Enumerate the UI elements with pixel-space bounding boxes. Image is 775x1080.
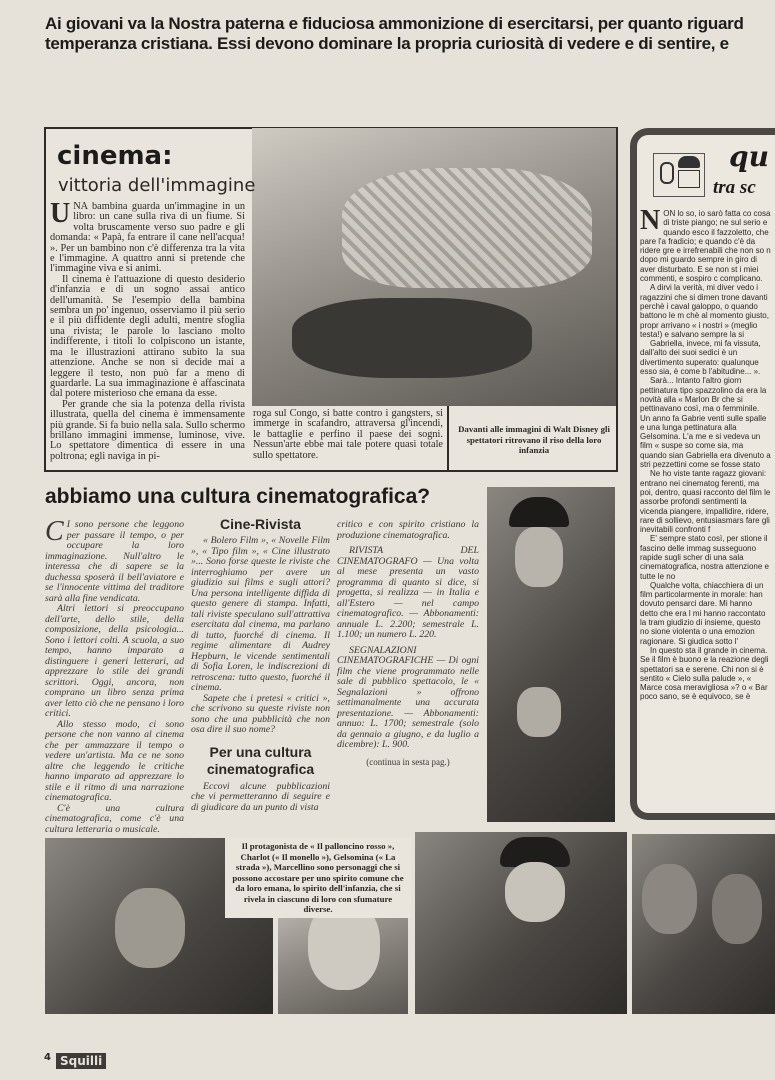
paragraph: Il cinema è l'attuazione di questo desiderio d'infanzia e di un sogno assai antico dell'umanità. Se l'esempio della bambina sembra un po' ingenuo, osserviamo il più serio e il più diffidente degli adulti, mentre sfoglia una rivista; le parole lo lasciano molto indifferente, i titoli lo colpiscono un istante, ma le illustrazioni attirano subito la sua attenzione. Anche se non si decide mai a leggere il testo, non può far a meno di guardarle. La sua immaginazione è affascinata dal potere misterioso che emana da esse.	[50, 273, 245, 400]
cinema-article-column-2: roga sul Congo, si batte contro i gangsters, si immerge in scafandro, attraversa gl'incendi, le battaglie e perfino il paese dei sogni. Nessun'arte ebbe mai tale potere quasi totale sullo spettatore.	[253, 408, 443, 461]
sidebar-title-part-2: tra sc	[713, 177, 756, 198]
paragraph: NA bambina guarda un'immagine in un libro: un cane sulla riva di un fiume. Si volta bruscamente verso suo padre e gli domanda: « Papà, fa entrare il cane nell'acqua! ». Per un bambino non c'è differenza tra la vita e l'immagine. A quattro anni si pretende che l'immagine viva e si animi.	[50, 201, 245, 275]
cinema-article-column-1	[50, 198, 245, 462]
subheading-cine-rivista: Cine-Rivista	[220, 516, 301, 532]
drop-cap: U	[50, 198, 71, 229]
paragraph: critico e con spirito cristiano la produzione cinematografica.	[337, 519, 479, 541]
paragraph: Allo stesso modo, ci sono persone che non vanno al cinema che per ammazzare il tempo o vedere un'artista. Ma ce ne sono altre che leggendo le critiche hanno imparato ad apprezzare lo stile e il ritmo di una narrazione cinematografica.	[45, 718, 184, 803]
paragraph: E' sempre stato così, per stione il fascino delle immag susseguono rapide sugli scher di una sala cinematografica, nostra attenzione e tutte le no	[640, 534, 769, 581]
paragraph: Sapete che i pretesi « critici », che scrivono su queste riviste non sono che una pubblicità che non osa dire il suo nome?	[191, 692, 330, 735]
cinema-subtitle: vittoria dell'immagine	[58, 175, 256, 196]
paragraph: Ne ho viste tante ragazz giovani: entrano nei cinematog ferenti, ma poi, dentro, quasi racconto del film le assorbe profondi sentimenti la vicenda piangere, impallidire, ridere, rare di sollievo, entusiasmars fare gli inevitabili confronti f	[640, 469, 771, 535]
paragraph: Eccovi alcune pubblicazioni che vi permetteranno di seguire e di giudicare da un punto di vista	[191, 780, 330, 813]
headline-line-1: Ai giovani va la Nostra paterna e fiduciosa ammonizione di esercitarsi, per quanto riguard	[45, 14, 744, 33]
paragraph: Qualche volta, chiacchiera di un film particolarmente in morale: han dovuto pensarci dare. Mi hanno detto che era l mi hanno raccontato la tram giudizio di insieme, questo no sione violenta o una emozion ragionare. Si giudica sotto l'	[640, 580, 766, 646]
gelsomina-photo	[415, 832, 627, 1014]
disney-basket-photo	[252, 128, 616, 406]
paragraph: Sarà... Intanto l'altro giorn pettinatura tipo spazzolino da era la novità alla « Marlon Br che si pettinavano così, ma o femminile. Un anno fa Gabrie venti sulle spalle e una lunga pettinatura alla Gelsomina. L'a me e si vedeva un film « suspe so come sia, ma quando sian Gabriella era divenuto a stri pezzettini come se fosse stato	[640, 376, 771, 470]
cinema-audience-drawing	[653, 153, 705, 197]
paragraph: C'è una cultura cinematografica, come c'è una cultura letteraria o musicale.	[45, 802, 184, 835]
photo-strip-caption: Il protagonista de « Il palloncino rosso », Charlot (« Il monello »), Gelsomina (« La strada »), Marcellino sono personaggi che si possono accostare per uno spirito comune che da loro emana, lo spirito dell'infanzia, che si rivela in ciascuno di loro con sfumature diverse.	[225, 838, 411, 918]
culture-column-2	[191, 516, 330, 813]
photo-caption: Davanti alle immagini di Walt Disney gli spettatori ritrovano il riso della loro infanzia	[458, 424, 610, 455]
column-divider	[447, 406, 449, 470]
paragraph: In questo sta il grande in cinema. Se il film è buono e la reazione degli spettatori sa e serene. Chi non si è sentito « Cielo sulla palude », « Marce cosa meravigliosa »? o « Bar poco sano, se è equivoco, se è	[640, 645, 769, 702]
paragraph: SEGNALAZIONI CINEMATOGRAFICHE — Di ogni film che viene programmato nelle sale di pubblico spettacolo, le « Segnalazioni » offrono settimanalmente una accurata presentazione. — Abbonamenti: annuo: L. 1700; semestrale (solo da gennaio a giugno, e da luglio a dicembre): L. 900.	[337, 644, 479, 750]
drop-cap: N	[640, 205, 661, 236]
charlot-kid-photo	[487, 487, 615, 822]
paragraph: Per grande che sia la potenza della rivista illustrata, quella del cinema è immensamente più grande. Si fa buio nella sala. Sullo schermo brillano immagini immense, luminose, vive. Lo spettatore dimentica di essere in una poltrona; egli naviga in pi-	[50, 398, 245, 462]
headline	[45, 14, 770, 54]
paragraph: ON lo so, io sarò fatta co cosa di triste piango; ne sul serio e quando esco il fazzoletto, che pare l'a fradicio; e quando c'è da ridere gre e irrefrenabili che non so n dopo mi guardo sempre in giro di aver disturbato. E se non st i miei commenti, e sospiro c complicano.	[640, 209, 771, 284]
paragraph: I sono persone che leggono per passare il tempo, o per occupare la loro immaginazione. Null'altro le interessa che di sapere se la duchessa sposerà il bell'aviatore e se l'innocente vittima del traditore sarà alla fine vendicata.	[45, 519, 184, 604]
headline-line-2: temperanza cristiana. Essi devono dominare la propria curiosità di vedere e di sentire, e	[45, 34, 729, 53]
paragraph: A dirvi la verità, mi diver vedo i ragazzini che si dimen trone davanti perchè i caval galoppo, o quando battono le m chè al momento giusto, propr arrivano « i nostri » (meglio testa!) e salvano sempre la si	[640, 283, 769, 339]
culture-column-1	[45, 516, 184, 835]
subheading-per-una-cultura: Per una cultura cinematografica	[206, 743, 315, 777]
culture-article-title: abbiamo una cultura cinematografica?	[45, 485, 431, 508]
sidebar-title-part-1: qu	[729, 140, 769, 173]
culture-column-3	[337, 520, 479, 767]
sidebar-article-box	[630, 128, 775, 820]
continued-note: (continua in sesta pag.)	[366, 756, 450, 767]
painting-photo	[632, 834, 775, 1014]
magazine-logo: Squilli	[56, 1053, 106, 1069]
page-number: 4	[44, 1052, 51, 1063]
paragraph: « Bolero Film », « Novelle Film », « Tipo film », « Cine illustrato »... Sono forse queste le riviste che interroghiamo per avere un giudizio sui films e sugli attori? Una persona intelligente diffida di questo genere di stampa. Infatti, tali riviste speculano sull'attrattiva esercitata dal cinema, ma parlano di tutto, fuorché di cinema. Il regime alimentare di Audrey Hepburn, le vicende sentimentali di Sofia Loren, le indiscrezioni di retroscena: tutto questo, fuorché il cinema.	[191, 535, 330, 693]
paragraph: Gabriella, invece, mi fa vissuta, dall'alto dei suoi sedici è un divertimento superato: qualunque esso sia, è come b l'abitudine... ».	[640, 339, 761, 377]
cinema-title: cinema:	[57, 140, 179, 172]
paragraph: RIVISTA DEL CINEMATOGRAFO — Una volta al mese presenta un vasto programma di quanto si dice, si progetta, si realizza — in Italia e all'Estero — nel campo cinematografico. — Abbonamenti: annuale L. 2.200; semestrale L. 1.100; un numero L. 220.	[337, 545, 479, 640]
paragraph: Altri lettori si preoccupano dell'arte, dello stile, della composizione, della psicologia... Sono i lettori colti. A scuola, a suo tempo, hanno imparato a distinguere i generi letterari, ad apprezzare lo stile dei grandi scrittori. Oggi, ancora, non comprano un libro senza prima aver letto ciò che ne pensano i loro critici.	[45, 603, 184, 719]
drop-cap: C	[45, 516, 64, 547]
sidebar-article-text	[640, 205, 771, 702]
